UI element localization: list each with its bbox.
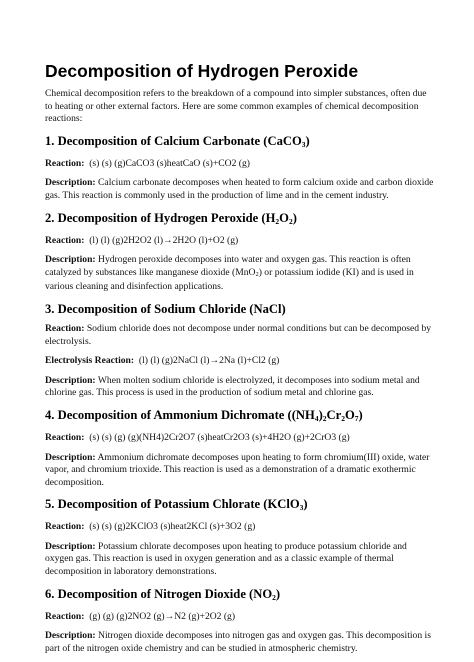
reaction-equation: (s) (s) (g) (g)(NH4)2Cr2O7 (s)heatCr2O3 (s)+4H2O (g)+2CrO3 (g) [89, 431, 350, 443]
description-text: When molten sodium chloride is electrolyzed, it decomposes into sodium metal and chlorine gas. This process is used in the production of sodium metal and chlorine gas. [45, 374, 420, 399]
section-ammonium-dichromate [45, 408, 435, 489]
heading-text-end: ) [292, 210, 297, 225]
description-paragraph [45, 452, 435, 490]
description-paragraph [45, 630, 435, 655]
heading-text-end: ) [358, 407, 363, 422]
section-potassium-chlorate [45, 497, 435, 578]
description-label: Description: [45, 177, 96, 189]
reaction-line [45, 235, 435, 248]
reaction-line [45, 521, 435, 534]
heading-text-end: ) [275, 586, 281, 601]
document-page [45, 60, 435, 662]
heading-subscript: 2 [322, 413, 327, 423]
section-calcium-carbonate [45, 134, 435, 203]
section-heading [45, 134, 435, 152]
electrolysis-equation: (l) (l) (g)2NaCl (l)→2Na (l)+Cl2 (g) [138, 355, 280, 367]
reaction-equation: (s) (s) (g)2KClO3 (s)heat2KCl (s)+3O2 (g) [89, 521, 256, 533]
section-hydrogen-peroxide [45, 211, 435, 294]
description-label: Description: [45, 630, 96, 642]
reaction-text: Sodium chloride does not decompose under normal conditions but can be decomposed by electrolysis. [45, 322, 432, 347]
heading-text-end: ) [305, 133, 310, 148]
description-subscript: 2 [255, 270, 259, 278]
section-heading [45, 408, 435, 426]
heading-text-mid: Cr [326, 407, 342, 422]
section-heading [45, 497, 435, 515]
section-heading: 3. Decomposition of Sodium Chloride (NaCl) [45, 301, 286, 316]
reaction-label: Reaction: [45, 234, 85, 246]
heading-text-mid: O [344, 407, 355, 422]
heading-text: 6. Decomposition of Nitrogen Dioxide (NO [45, 586, 273, 601]
heading-subscript: 2 [275, 216, 280, 226]
description-label: Description: [45, 374, 96, 386]
heading-text: 5. Decomposition of Potassium Chlorate (KClO [45, 497, 300, 512]
heading-subscript: 2 [341, 413, 345, 423]
heading-subscript: 7 [354, 413, 359, 423]
reaction-line [45, 323, 435, 348]
section-heading [45, 211, 435, 229]
reaction-label: Reaction: [45, 521, 85, 533]
description-text-end: ) or potassium iodide (KI) and is used in various cleaning and disinfection applications. [45, 266, 414, 293]
description-label: Description: [45, 254, 96, 266]
description-text: Hydrogen peroxide decomposes into water and oxygen gas. This reaction is often catalyzed by substances like manganese dioxide (MnO [45, 254, 411, 278]
description-label: Description: [45, 451, 96, 463]
description-paragraph [45, 375, 435, 400]
reaction-label: Reaction: [45, 322, 85, 334]
heading-subscript: 2 [272, 592, 276, 602]
description-label: Description: [45, 540, 96, 552]
description-text: Ammonium dichromate decomposes upon heating to form chromium(III) oxide, water vapor, and chromium trioxide. This reaction is used as a demonstration of a dramatic exothermic decomposition. [45, 451, 430, 488]
reaction-equation: (l) (l) (g)2H2O2 (l)→2H2O (l)+O2 (g) [89, 234, 239, 246]
reaction-label: Reaction: [45, 610, 85, 622]
heading-text: 2. Decomposition of Hydrogen Peroxide (H [45, 210, 276, 225]
description-text: Calcium carbonate decomposes when heated to form calcium oxide and carbon dioxide gas. This reaction is commonly used in the production of lime and in the cement industry. [45, 177, 434, 201]
heading-text-mid: O [279, 210, 289, 225]
description-paragraph [45, 541, 435, 579]
intro-paragraph: Chemical decomposition refers to the breakdown of a compound into simpler substances, often due to heating or other external factors. Here are some common examples of chemical decomposition reactions: [45, 88, 427, 125]
electrolysis-label: Electrolysis Reaction: [45, 355, 135, 367]
description-text: Nitrogen dioxide decomposes into nitrogen gas and oxygen gas. This decomposition is part of the nitrogen oxide chemistry and can be studied in atmospheric chemistry. [45, 630, 431, 654]
section-nitrogen-dioxide [45, 587, 435, 656]
heading-text-end: ) [303, 497, 308, 512]
description-paragraph [45, 177, 435, 202]
reaction-equation: (g) (g) (g)2NO2 (g)→N2 (g)+2O2 (g) [89, 610, 236, 622]
section-heading [45, 587, 435, 605]
description-text: Potassium chlorate decomposes upon heating to produce potassium chloride and oxygen gas. This reaction is used in oxygen generation and as a classic example of thermal decomposition in laboratory demonstrations. [45, 540, 407, 578]
heading-text-mid: ) [318, 407, 323, 422]
section-sodium-chloride [45, 302, 435, 400]
reaction-label: Reaction: [45, 431, 85, 443]
heading-text: 1. Decomposition of Calcium Carbonate (CaCO [45, 133, 302, 148]
reaction-line [45, 432, 435, 445]
page-title: Decomposition of Hydrogen Peroxide [45, 61, 359, 81]
heading-subscript: 3 [299, 503, 304, 513]
reaction-line [45, 611, 435, 624]
heading-text: 4. Decomposition of Ammonium Dichromate ((NH [45, 407, 315, 422]
reaction-equation: (s) (s) (g)CaCO3 (s)heatCaO (s)+CO2 (g) [89, 157, 250, 169]
description-paragraph [45, 254, 435, 294]
heading-subscript: 3 [301, 139, 306, 149]
reaction-label: Reaction: [45, 157, 85, 169]
reaction-line [45, 158, 435, 171]
heading-subscript: 4 [314, 413, 319, 423]
heading-subscript: 2 [288, 216, 293, 226]
electrolysis-line [45, 355, 435, 368]
